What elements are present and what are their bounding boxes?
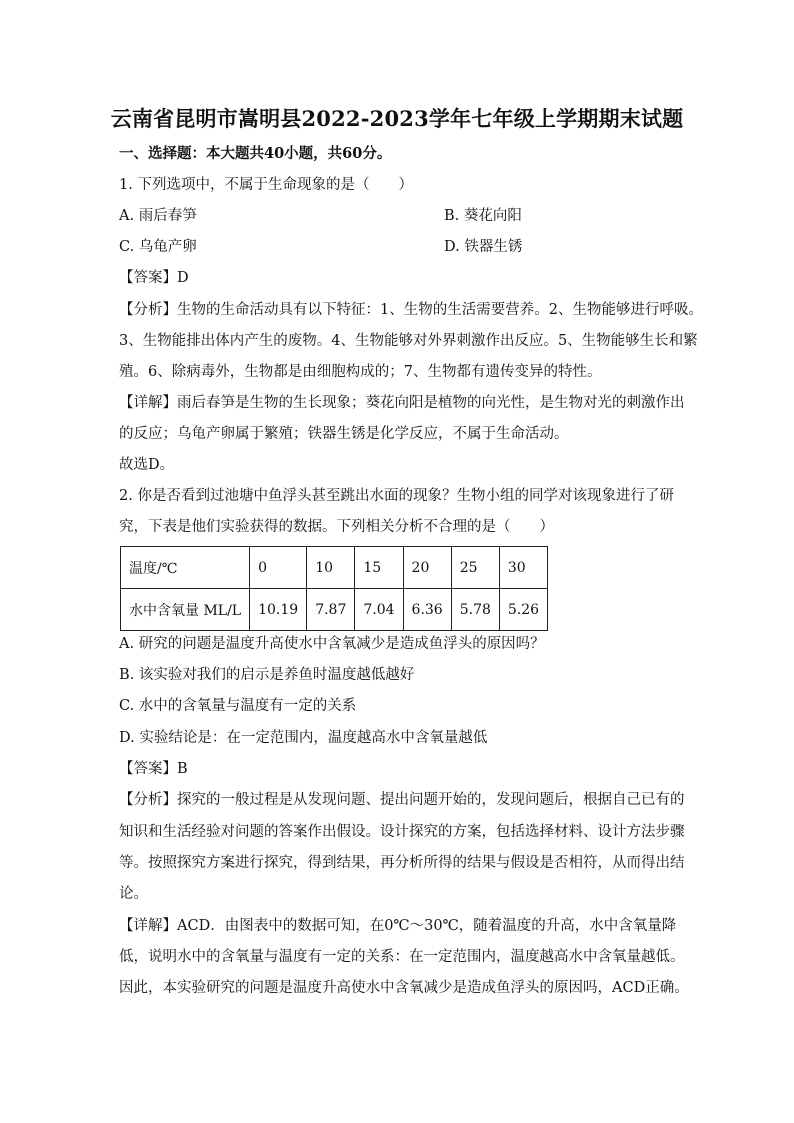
- table-cell: 30: [499, 547, 547, 589]
- table-cell: 15: [355, 547, 403, 589]
- q1-detail-line: 【详解】雨后春笋是生物的生长现象；葵花向阳是植物的向光性，是生物对光的刺激作出: [119, 395, 685, 411]
- q2-stem-line: 2. 你是否看到过池塘中鱼浮头甚至跳出水面的现象？生物小组的同学对该现象进行了研: [119, 488, 674, 504]
- table-row: [121, 547, 548, 589]
- q2-option-b: B. 该实验对我们的启示是养鱼时温度越低越好: [119, 667, 415, 683]
- q1-stem: 1. 下列选项中，不属于生命现象的是（ ）: [119, 177, 413, 193]
- q2-answer: 【答案】B: [119, 761, 188, 777]
- table-cell: 20: [403, 547, 451, 589]
- table-cell: 25: [451, 547, 499, 589]
- table-cell: 0: [250, 547, 307, 589]
- q1-conclusion: 故选D。: [119, 457, 175, 473]
- q2-detail-line: 【详解】ACD．由图表中的数据可知，在0℃～30℃，随着温度的升高，水中含氧量降: [119, 918, 677, 934]
- q2-stem-line: 究，下表是他们实验获得的数据。下列相关分析不合理的是（ ）: [119, 519, 554, 535]
- table-cell: 5.78: [451, 589, 499, 631]
- q2-option-d: D. 实验结论是：在一定范围内，温度越高水中含氧量越低: [119, 730, 488, 746]
- q2-detail-line: 因此，本实验研究的问题是温度升高使水中含氧减少是造成鱼浮头的原因吗，ACD正确。: [119, 980, 689, 996]
- q1-option-b: B. 葵花向阳: [444, 208, 522, 224]
- q1-answer: 【答案】D: [119, 270, 189, 286]
- table-cell: 10.19: [250, 589, 307, 631]
- q1-option-d: D. 铁器生锈: [444, 239, 523, 255]
- q1-option-a: A. 雨后春笋: [119, 208, 197, 224]
- table-header-cell: 温度/℃: [121, 547, 250, 589]
- data-table: [120, 546, 548, 631]
- q1-detail-line: 的反应；乌龟产卵属于繁殖；铁器生锈是化学反应，不属于生命活动。: [119, 426, 569, 442]
- q1-analysis-line: 【分析】生物的生命活动具有以下特征：1、生物的生活需要营养。2、生物能够进行呼吸。: [119, 302, 703, 318]
- q2-analysis-line: 论。: [119, 886, 148, 902]
- q2-option-c: C. 水中的含氧量与温度有一定的关系: [119, 698, 357, 714]
- table-row: [121, 589, 548, 631]
- section-heading: 一、选择题：本大题共40小题，共60分。: [119, 145, 392, 162]
- q2-option-a: A. 研究的问题是温度升高使水中含氧减少是造成鱼浮头的原因吗？: [119, 636, 545, 652]
- table-cell: 7.04: [355, 589, 403, 631]
- q2-analysis-line: 【分析】探究的一般过程是从发现问题、提出问题开始的，发现问题后，根据自己已有的: [119, 792, 685, 808]
- q2-detail-line: 低，说明水中的含氧量与温度有一定的关系：在一定范围内，温度越高水中含氧量越低。: [119, 949, 685, 965]
- table-cell: 6.36: [403, 589, 451, 631]
- q1-analysis-line: 3、生物能排出体内产生的废物。4、生物能够对外界刺激作出反应。5、生物能够生长和繁: [119, 333, 698, 349]
- table-cell: 5.26: [499, 589, 547, 631]
- page-title: 云南省昆明市嵩明县2022-2023学年七年级上学期期末试题: [110, 106, 684, 131]
- table-cell: 7.87: [307, 589, 355, 631]
- table-cell: 10: [307, 547, 355, 589]
- q2-analysis-line: 等。按照探究方案进行探究，得到结果，再分析所得的结果与假设是否相符，从而得出结: [119, 855, 685, 871]
- q1-analysis-line: 殖。6、除病毒外，生物都是由细胞构成的；7、生物都有遗传变异的特性。: [119, 364, 602, 380]
- q2-analysis-line: 知识和生活经验对问题的答案作出假设。设计探究的方案，包括选择材料、设计方法步骤: [119, 824, 685, 840]
- table-header-cell: 水中含氧量 ML/L: [121, 589, 250, 631]
- q1-option-c: C. 乌龟产卵: [119, 239, 197, 255]
